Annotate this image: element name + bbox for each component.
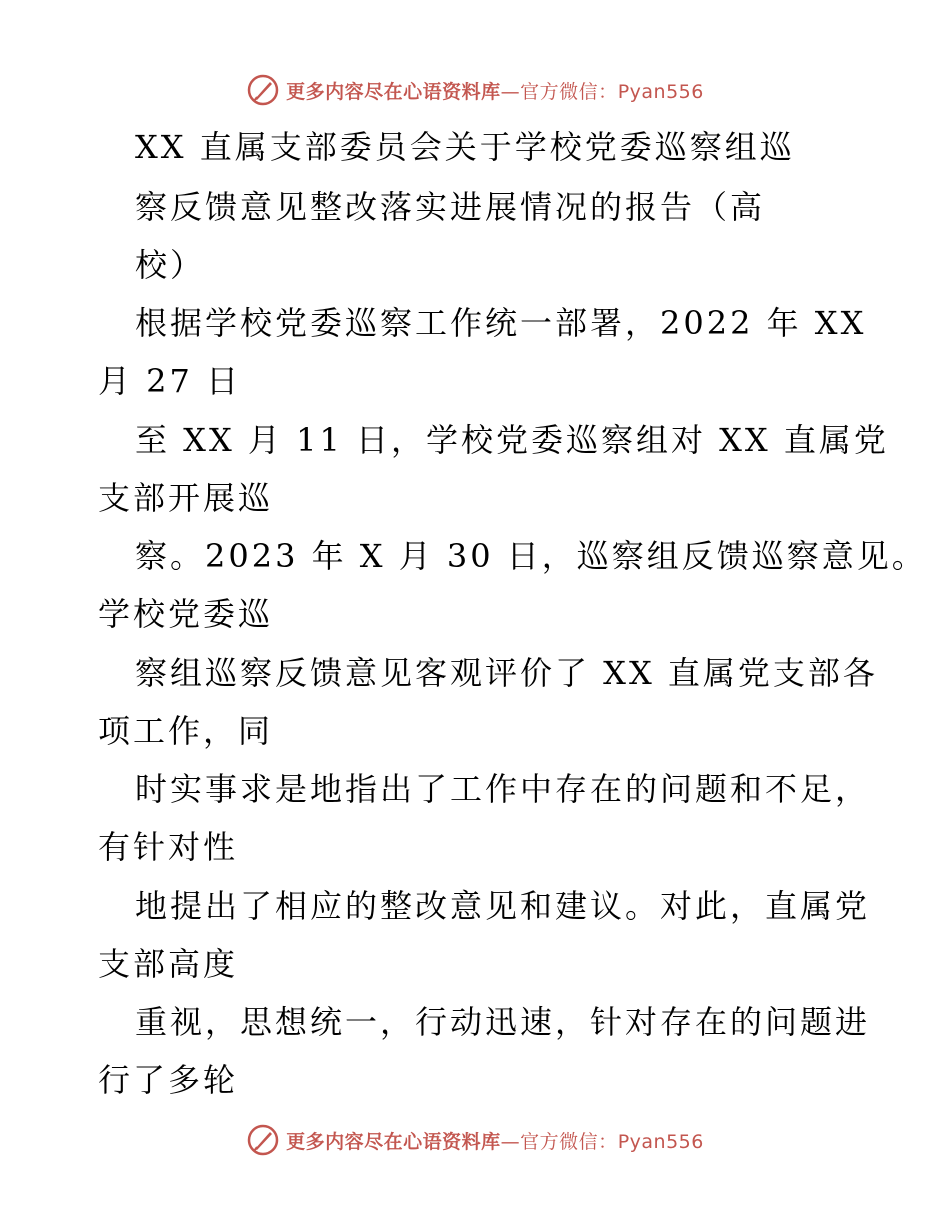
title-line: 察反馈意见整改落实进展情况的报告（高: [135, 188, 766, 226]
body-line: 时实事求是地指出了工作中存在的问题和不足，: [135, 770, 871, 808]
body-line: 根据学校党委巡察工作统一部署，2022 年 XX: [135, 304, 867, 342]
body-line: 有针对性: [98, 828, 239, 866]
body-line: 至 XX 月 11 日，学校党委巡察组对 XX 直属党: [135, 421, 889, 459]
body-line: 行了多轮: [98, 1061, 239, 1099]
banner-wechat-label: 官方微信：: [520, 80, 618, 103]
quill-pen-logo-icon: [246, 1123, 280, 1157]
body-line: 察。2023 年 X 月 30 日，巡察组反馈巡察意见。: [135, 537, 927, 575]
banner-wechat-label: 官方微信：: [520, 1130, 618, 1153]
banner-site-name: 更多内容尽在心语资料库: [286, 1130, 501, 1153]
quill-pen-logo-icon: [246, 73, 280, 107]
title-line: XX 直属支部委员会关于学校党委巡察组巡: [135, 128, 795, 166]
banner-dash: —: [500, 1130, 521, 1153]
body-line: 项工作，同: [98, 712, 274, 750]
body-line: 重视，思想统一，行动迅速，针对存在的问题进: [135, 1003, 871, 1041]
body-line: 地提出了相应的整改意见和建议。对此，直属党: [135, 887, 871, 925]
body-line: 支部高度: [98, 945, 239, 983]
body-line: 学校党委巡: [98, 595, 274, 633]
banner-dash: —: [500, 80, 521, 103]
body-line: 月 27 日: [98, 362, 242, 400]
banner-site-name: 更多内容尽在心语资料库: [286, 80, 501, 103]
banner-wechat-id: Pyan556: [617, 80, 704, 103]
title-line: 校）: [135, 246, 206, 284]
banner-wechat-id: Pyan556: [617, 1130, 704, 1153]
footer-banner: [0, 1120, 950, 1160]
body-line: 察组巡察反馈意见客观评价了 XX 直属党支部各: [135, 654, 878, 692]
body-line: 支部开展巡: [98, 479, 274, 517]
header-banner: [0, 70, 950, 110]
banner-text: [286, 1127, 704, 1154]
banner-text: [286, 77, 704, 104]
